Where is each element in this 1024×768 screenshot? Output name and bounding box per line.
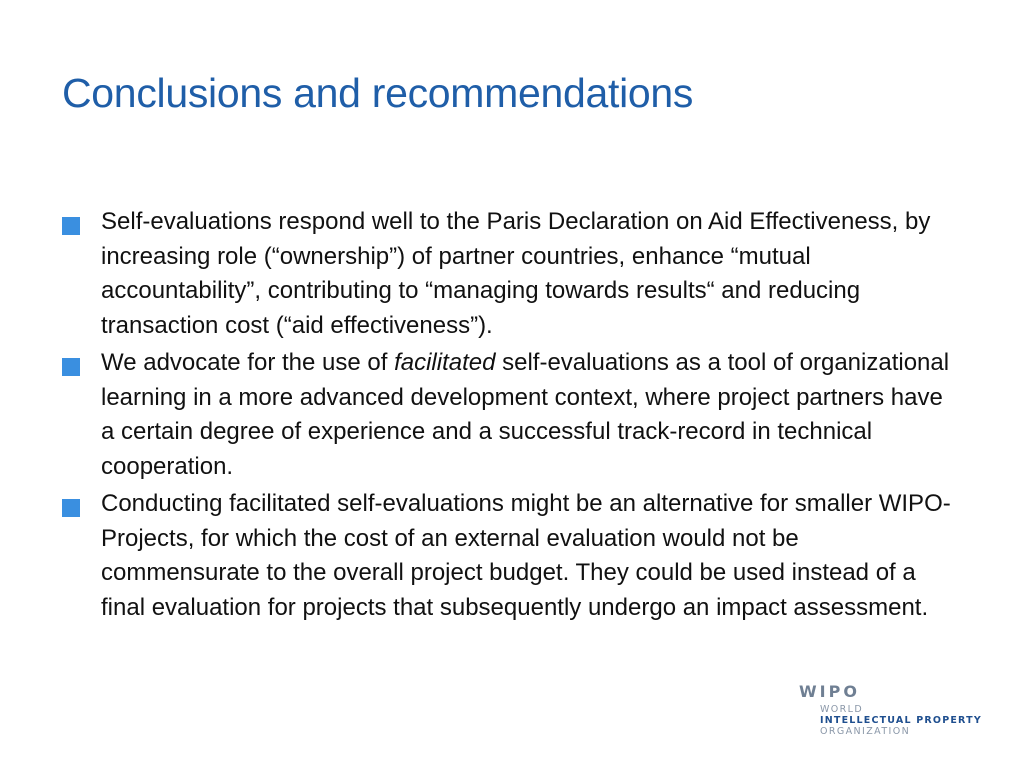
bullet-item-3: [62, 487, 962, 625]
square-bullet-icon: [62, 358, 80, 376]
wipo-logo: [799, 682, 999, 742]
bullet-text-3-before: Conducting facilitated self-evaluations might be an alternative for smaller WIPO-Projects, for which the cost of an external evaluation would not be commensurate to the overall project budget. They could be used instead of a final evaluation for projects that subsequently undergo an impact assessment.: [101, 490, 951, 621]
logo-line-world: WORLD: [820, 704, 864, 715]
bullet-text-2-after: self-evaluations as a tool of organizational learning in a more advanced development context, where project partners have a certain degree of experience and a successful track-record in technical cooperation.: [101, 349, 950, 480]
logo-line-intellectual-property: INTELLECTUAL PROPERTY: [820, 715, 982, 726]
bullet-text-2: [101, 349, 949, 480]
square-bullet-icon: [62, 217, 80, 235]
bullet-text-2-before: We advocate for the use of: [101, 349, 395, 376]
slide-title: Conclusions and recommendations: [62, 70, 694, 116]
bullet-text-2-emphasis: facilitated: [394, 349, 496, 376]
square-bullet-icon: [62, 499, 80, 517]
logo-acronym: WIPO: [799, 682, 860, 701]
bullet-text-1-before: Self-evaluations respond well to the Paris Declaration on Aid Effectiveness, by increasing role (“ownership”) of partner countries, enhance “mutual accountability”, contributing to “managing towards results“ and reducing transaction cost (“aid effectiveness”).: [101, 208, 931, 339]
bullet-text-1: [101, 208, 930, 339]
logo-line-organization: ORGANIZATION: [820, 726, 911, 737]
bullet-list: [62, 205, 962, 628]
bullet-item-2: [62, 346, 962, 484]
bullet-text-3: [101, 490, 951, 621]
bullet-item-1: [62, 205, 962, 343]
